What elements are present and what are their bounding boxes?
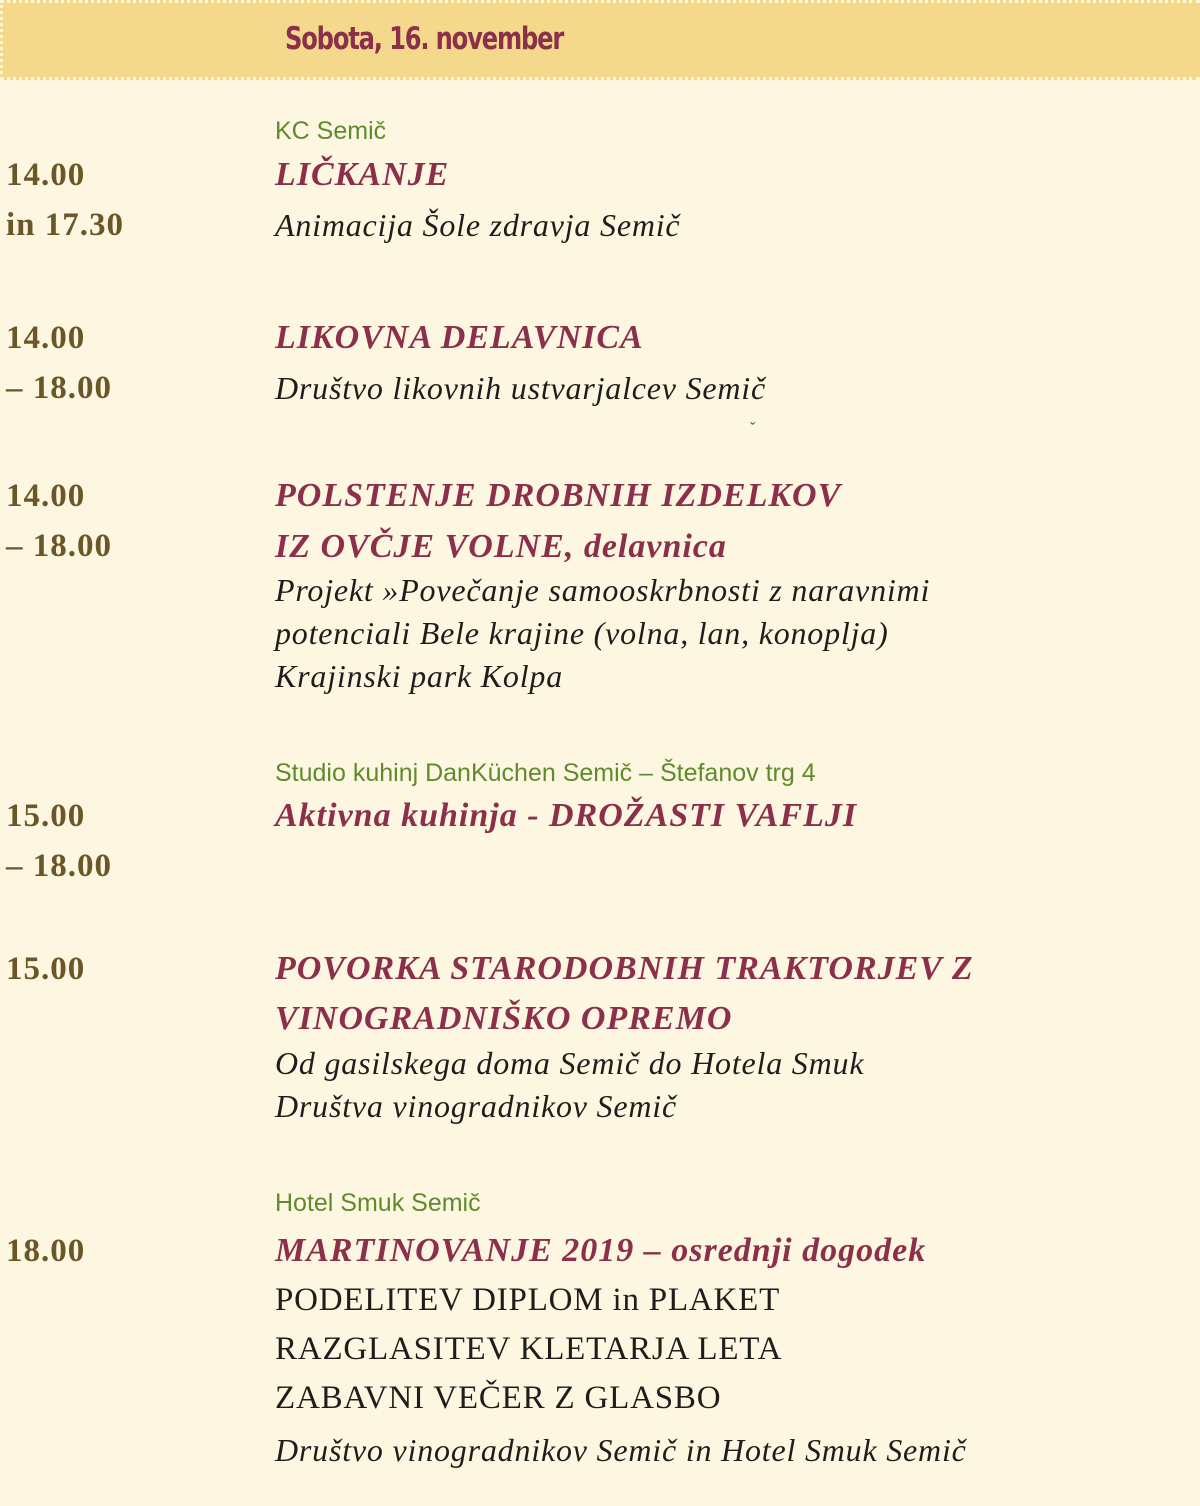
date-header <box>0 0 1200 80</box>
event-4-time-end: – 18.00 <box>6 848 112 884</box>
event-2-title: LIKOVNA DELAVNICA <box>275 319 644 356</box>
event-6-venue: Hotel Smuk Semič <box>275 1189 481 1217</box>
event-1-desc: Animacija Šole zdravja Semič <box>275 207 681 243</box>
event-1-venue: KC Semič <box>275 117 387 145</box>
event-3-desc-line-3: Krajinski park Kolpa <box>275 658 564 694</box>
event-3-desc-line-2: potenciali Bele krajine (volna, lan, konoplja) <box>275 615 889 651</box>
event-1-time-start: 14.00 <box>6 157 86 193</box>
event-4-venue: Studio kuhinj DanKüchen Semič – Štefanov trg 4 <box>275 759 816 787</box>
event-6-title: MARTINOVANJE 2019 – osrednji dogodek <box>275 1232 927 1269</box>
event-5-title-line-1: POVORKA STARODOBNIH TRAKTORJEV Z <box>275 950 974 987</box>
event-6-line-2: RAZGLASITEV KLETARJA LETA <box>275 1331 783 1367</box>
event-1-title: LIČKANJE <box>275 156 450 193</box>
event-5-desc-line-1: Od gasilskega doma Semič do Hotela Smuk <box>275 1045 865 1081</box>
event-3-time-end: – 18.00 <box>6 528 112 564</box>
event-3-desc-line-1: Projekt »Povečanje samooskrbnosti z naravnimi <box>275 572 931 608</box>
event-4-time-start: 15.00 <box>6 798 86 834</box>
event-2-time-end: – 18.00 <box>6 370 112 406</box>
event-3-title-line-2: IZ OVČJE VOLNE, delavnica <box>275 528 727 565</box>
event-6-line-3: ZABAVNI VEČER Z GLASBO <box>275 1380 722 1416</box>
date-title: Sobota, 16. november <box>285 21 564 57</box>
event-4-title: Aktivna kuhinja - DROŽASTI VAFLJI <box>275 797 858 834</box>
event-1-time-end: in 17.30 <box>6 207 125 243</box>
event-6-desc: Društvo vinogradnikov Semič in Hotel Smuk Semič <box>275 1432 967 1468</box>
event-6-time: 18.00 <box>6 1233 86 1269</box>
event-5-title-line-2: VINOGRADNIŠKO OPREMO <box>275 1000 733 1037</box>
event-2-time-start: 14.00 <box>6 320 86 356</box>
event-3-title-line-1: POLSTENJE DROBNIH IZDELKOV <box>275 477 842 514</box>
event-5-desc-line-2: Društva vinogradnikov Semič <box>275 1088 677 1124</box>
event-2-desc: Društvo likovnih ustvarjalcev Semič <box>275 370 766 406</box>
event-6-line-1: PODELITEV DIPLOM in PLAKET <box>275 1282 781 1318</box>
stray-caron-mark: ˇ <box>750 420 756 437</box>
event-3-time-start: 14.00 <box>6 478 86 514</box>
event-5-time: 15.00 <box>6 951 86 987</box>
